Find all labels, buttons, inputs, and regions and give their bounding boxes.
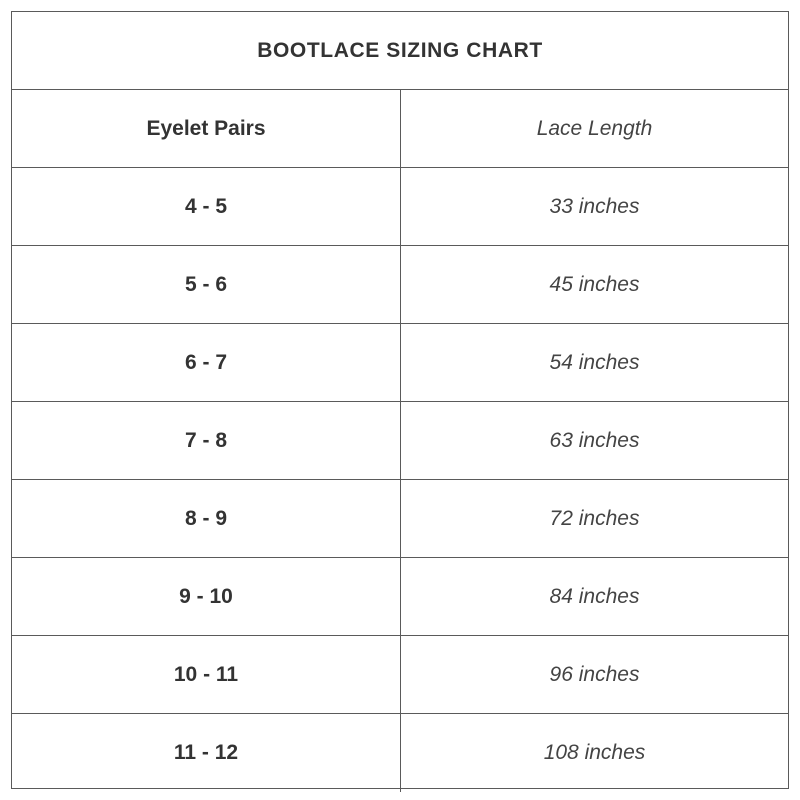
table-row (12, 714, 788, 792)
eyelet-pairs-cell: 10 - 11 (12, 636, 401, 713)
lace-length-cell: 96 inches (549, 662, 640, 686)
header-eyelet-pairs: Eyelet Pairs (12, 90, 401, 167)
eyelet-pairs-cell: 6 - 7 (12, 324, 401, 401)
table-row (12, 636, 788, 714)
sizing-chart-table (11, 11, 789, 789)
table-row (12, 558, 788, 636)
lace-length-cell: 84 inches (549, 584, 640, 608)
chart-title: BOOTLACE SIZING CHART (12, 12, 788, 90)
lace-length-cell: 63 inches (549, 428, 640, 452)
eyelet-pairs-cell: 5 - 6 (12, 246, 401, 323)
eyelet-pairs-cell: 9 - 10 (12, 558, 401, 635)
header-row (12, 90, 788, 168)
lace-length-cell: 54 inches (549, 350, 640, 374)
eyelet-pairs-cell: 4 - 5 (12, 168, 401, 245)
lace-length-cell: 33 inches (549, 194, 640, 218)
table-row (12, 402, 788, 480)
table-row (12, 480, 788, 558)
eyelet-pairs-cell: 8 - 9 (12, 480, 401, 557)
eyelet-pairs-cell: 11 - 12 (12, 714, 401, 792)
lace-length-cell: 72 inches (549, 506, 640, 530)
lace-length-cell: 108 inches (543, 741, 646, 764)
header-lace-length: Lace Length (536, 116, 653, 140)
table-row (12, 246, 788, 324)
lace-length-cell: 45 inches (549, 272, 640, 296)
table-row (12, 168, 788, 246)
table-row (12, 324, 788, 402)
eyelet-pairs-cell: 7 - 8 (12, 402, 401, 479)
